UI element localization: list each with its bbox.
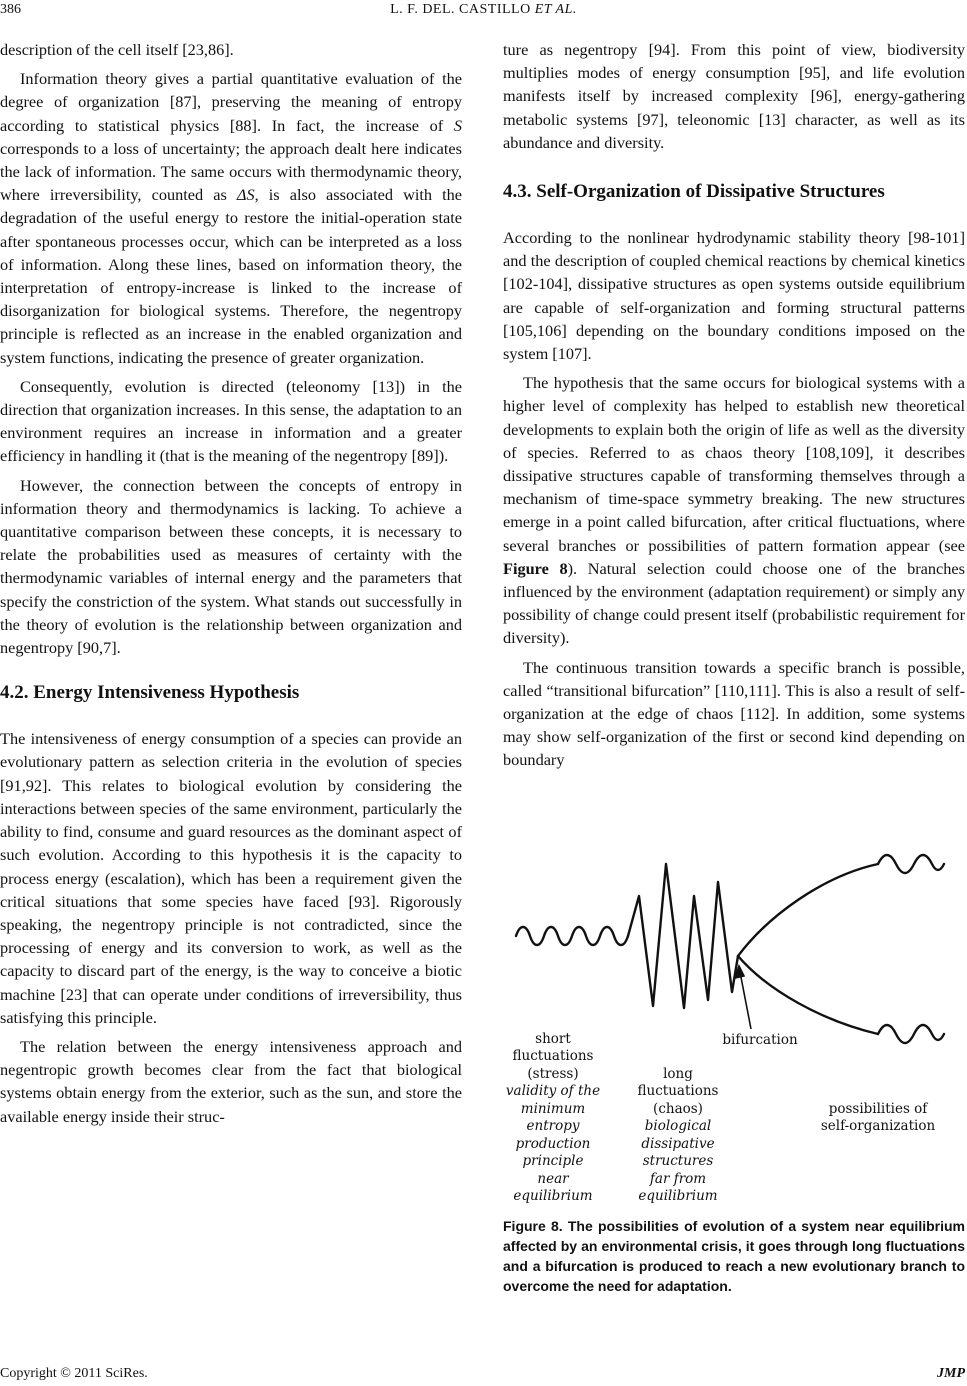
label-long-fluctuations: long fluctuations (chaos) biological dissipative structures far from equilibrium [637,1065,719,1205]
paragraph [503,371,965,649]
lower-branch-wave [878,1025,944,1043]
page-number: 386 [0,2,21,17]
left-column [0,38,462,1134]
figure-caption: Figure 8. The possibilities of evolution of a system near equilibrium affected by an environmental crisis, it goes through long fluctuations and a bifurcation is produced to reach a new evolutionary branch to overcome the need for adaptation. [503,1217,965,1294]
paragraph: According to the nonlinear hydrodynamic stability theory [98-101] and the description of coupled chemical reactions by chemical kinetics [102-104], dissipative structures as open systems outside equilibrium are capable of self-organization and forming structural patterns [105,106] depending on the boundary conditions imposed on the system [107]. [503,228,965,364]
text-run: corresponds to a loss of uncertainty; the approach dealt here indicates the lack of information. The same occurs with thermodynamic theory, where irreversibility, counted as [0,138,462,205]
figure-8 [503,796,965,1216]
label-possibilities: possibilities of self-organization [820,1100,936,1135]
text-run: ). Natural selection could choose one of the branches influenced by the environment (adaptation requirement) or simply any possibility of change could present itself (probabilistic requirement for diversity). [503,558,965,648]
paragraph [0,67,462,369]
paragraph: The continuous transition towards a specific branch is possible, called “transitional bifurcation” [110,111]. This is also a result of self-organization at the edge of chaos [112]. In addition, some systems may show self-organization of the first or second kind depending on boundary [503,657,965,770]
section-heading: 4.3. Self-Organization of Dissipative Structures [503,181,885,203]
paragraph: ture as negentropy [94]. From this point of view, biodiversity multiplies modes of energy consumption [95], and life evolution manifests itself by increased complexity [96], energy-gathering metabolic systems [97], teleonomic [13] character, as well as its abundance and diversity. [503,40,965,152]
paragraph: Consequently, evolution is directed (teleonomy [13]) in the direction that organization increases. In this sense, the adaptation to an environment requires an increase in information and a greater efficiency in handling it (that is the meaning of the negentropy [89]). [0,376,462,466]
label-short-fluctuations: short fluctuations (stress) validity of the minimum entropy production principle near equilibrium [505,1030,601,1205]
running-head-authors: L. F. DEL. CASTILLO [390,2,531,17]
running-head [0,2,967,18]
symbol-s: S [453,115,462,135]
figure-reference: Figure 8 [503,558,568,578]
footer-journal: JMP [937,1366,965,1381]
bifurcation-arrow [735,966,751,1029]
section-heading: 4.2. Energy Intensiveness Hypothesis [0,682,300,704]
long-fluctuations-zigzag [628,864,738,1008]
paragraph: The intensiveness of energy consumption of a species can provide an evolutionary pattern as selection criteria in the evolution of species [91,92]. This relates to biological evolution by considering the interactions between species of the same environment, particularly the ability to find, consume and guard resources as the dominant aspect of such evolution. According to this hypothesis it is the capacity to process energy (escalation), which has been a requirement given the critical situations that some species have faced [93]. Rigorously speaking, the negentropy principle is not contradicted, since the processing of energy and its conversion to work, as well as the capacity to discard part of the energy, is the way to conceive a biotic machine [23] that can operate under conditions of irreversibility, thus satisfying this principle. [0,729,462,1027]
text-run: Information theory gives a partial quantitative evaluation of the degree of organization [87], preserving the meaning of entropy according to statistical physics [88]. In fact, the increase of [0,69,462,135]
lower-branch [738,956,878,1034]
upper-branch-wave [878,855,944,873]
paragraph: However, the connection between the concepts of entropy in information theory and thermodynamics is lacking. To achieve a quantitative comparison between these concepts, it is necessary to relate the probabilities used as measures of certainty with the thermodynamic variables of internal energy and the parameters that specify the constriction of the system. What stands out successfully in the theory of evolution is the relationship between organization and negentropy [90,7]. [0,475,462,658]
paragraph: The relation between the energy intensiveness approach and negentropic growth becomes clear from the fact that biological systems obtain energy from the exterior, such as the sun, and store the available energy inside their struc- [0,1036,462,1126]
text-run: , is also associated with the degradation of the useful energy to restore the initial-operation state after spontaneous processes occur, which can be interpreted as a loss of information. Along these lines, based on information theory, the interpretation of entropy-increase is linked to the increase of disorganization for biological systems. Therefore, the negentropy principle is reflected as an increase in the enabled organization and system functions, indicating the presence of greater organization. [0,185,462,367]
label-bifurcation: bifurcation [722,1031,798,1048]
footer-copyright: Copyright © 2011 SciRes. [0,1366,148,1381]
running-head-et-al: ET AL. [534,2,577,17]
symbol-delta-s: ΔS [236,185,255,205]
short-fluctuations-wave [516,927,628,945]
right-column [503,38,965,1296]
paragraph: description of the cell itself [23,86]. [0,40,234,59]
upper-branch [738,864,878,956]
text-run: The hypothesis that the same occurs for biological systems with a higher level of complexity has helped to establish new theoretical developments to explain both the origin of life as well as the diversity of species. Referred to as chaos theory [108,109], it describes dissipative structures capable of transforming themselves through a mechanism of time-space symmetry breaking. The new structures emerge in a point called bifurcation, after critical fluctuations, where several branches or possibilities of pattern formation appear (see [503,373,965,555]
